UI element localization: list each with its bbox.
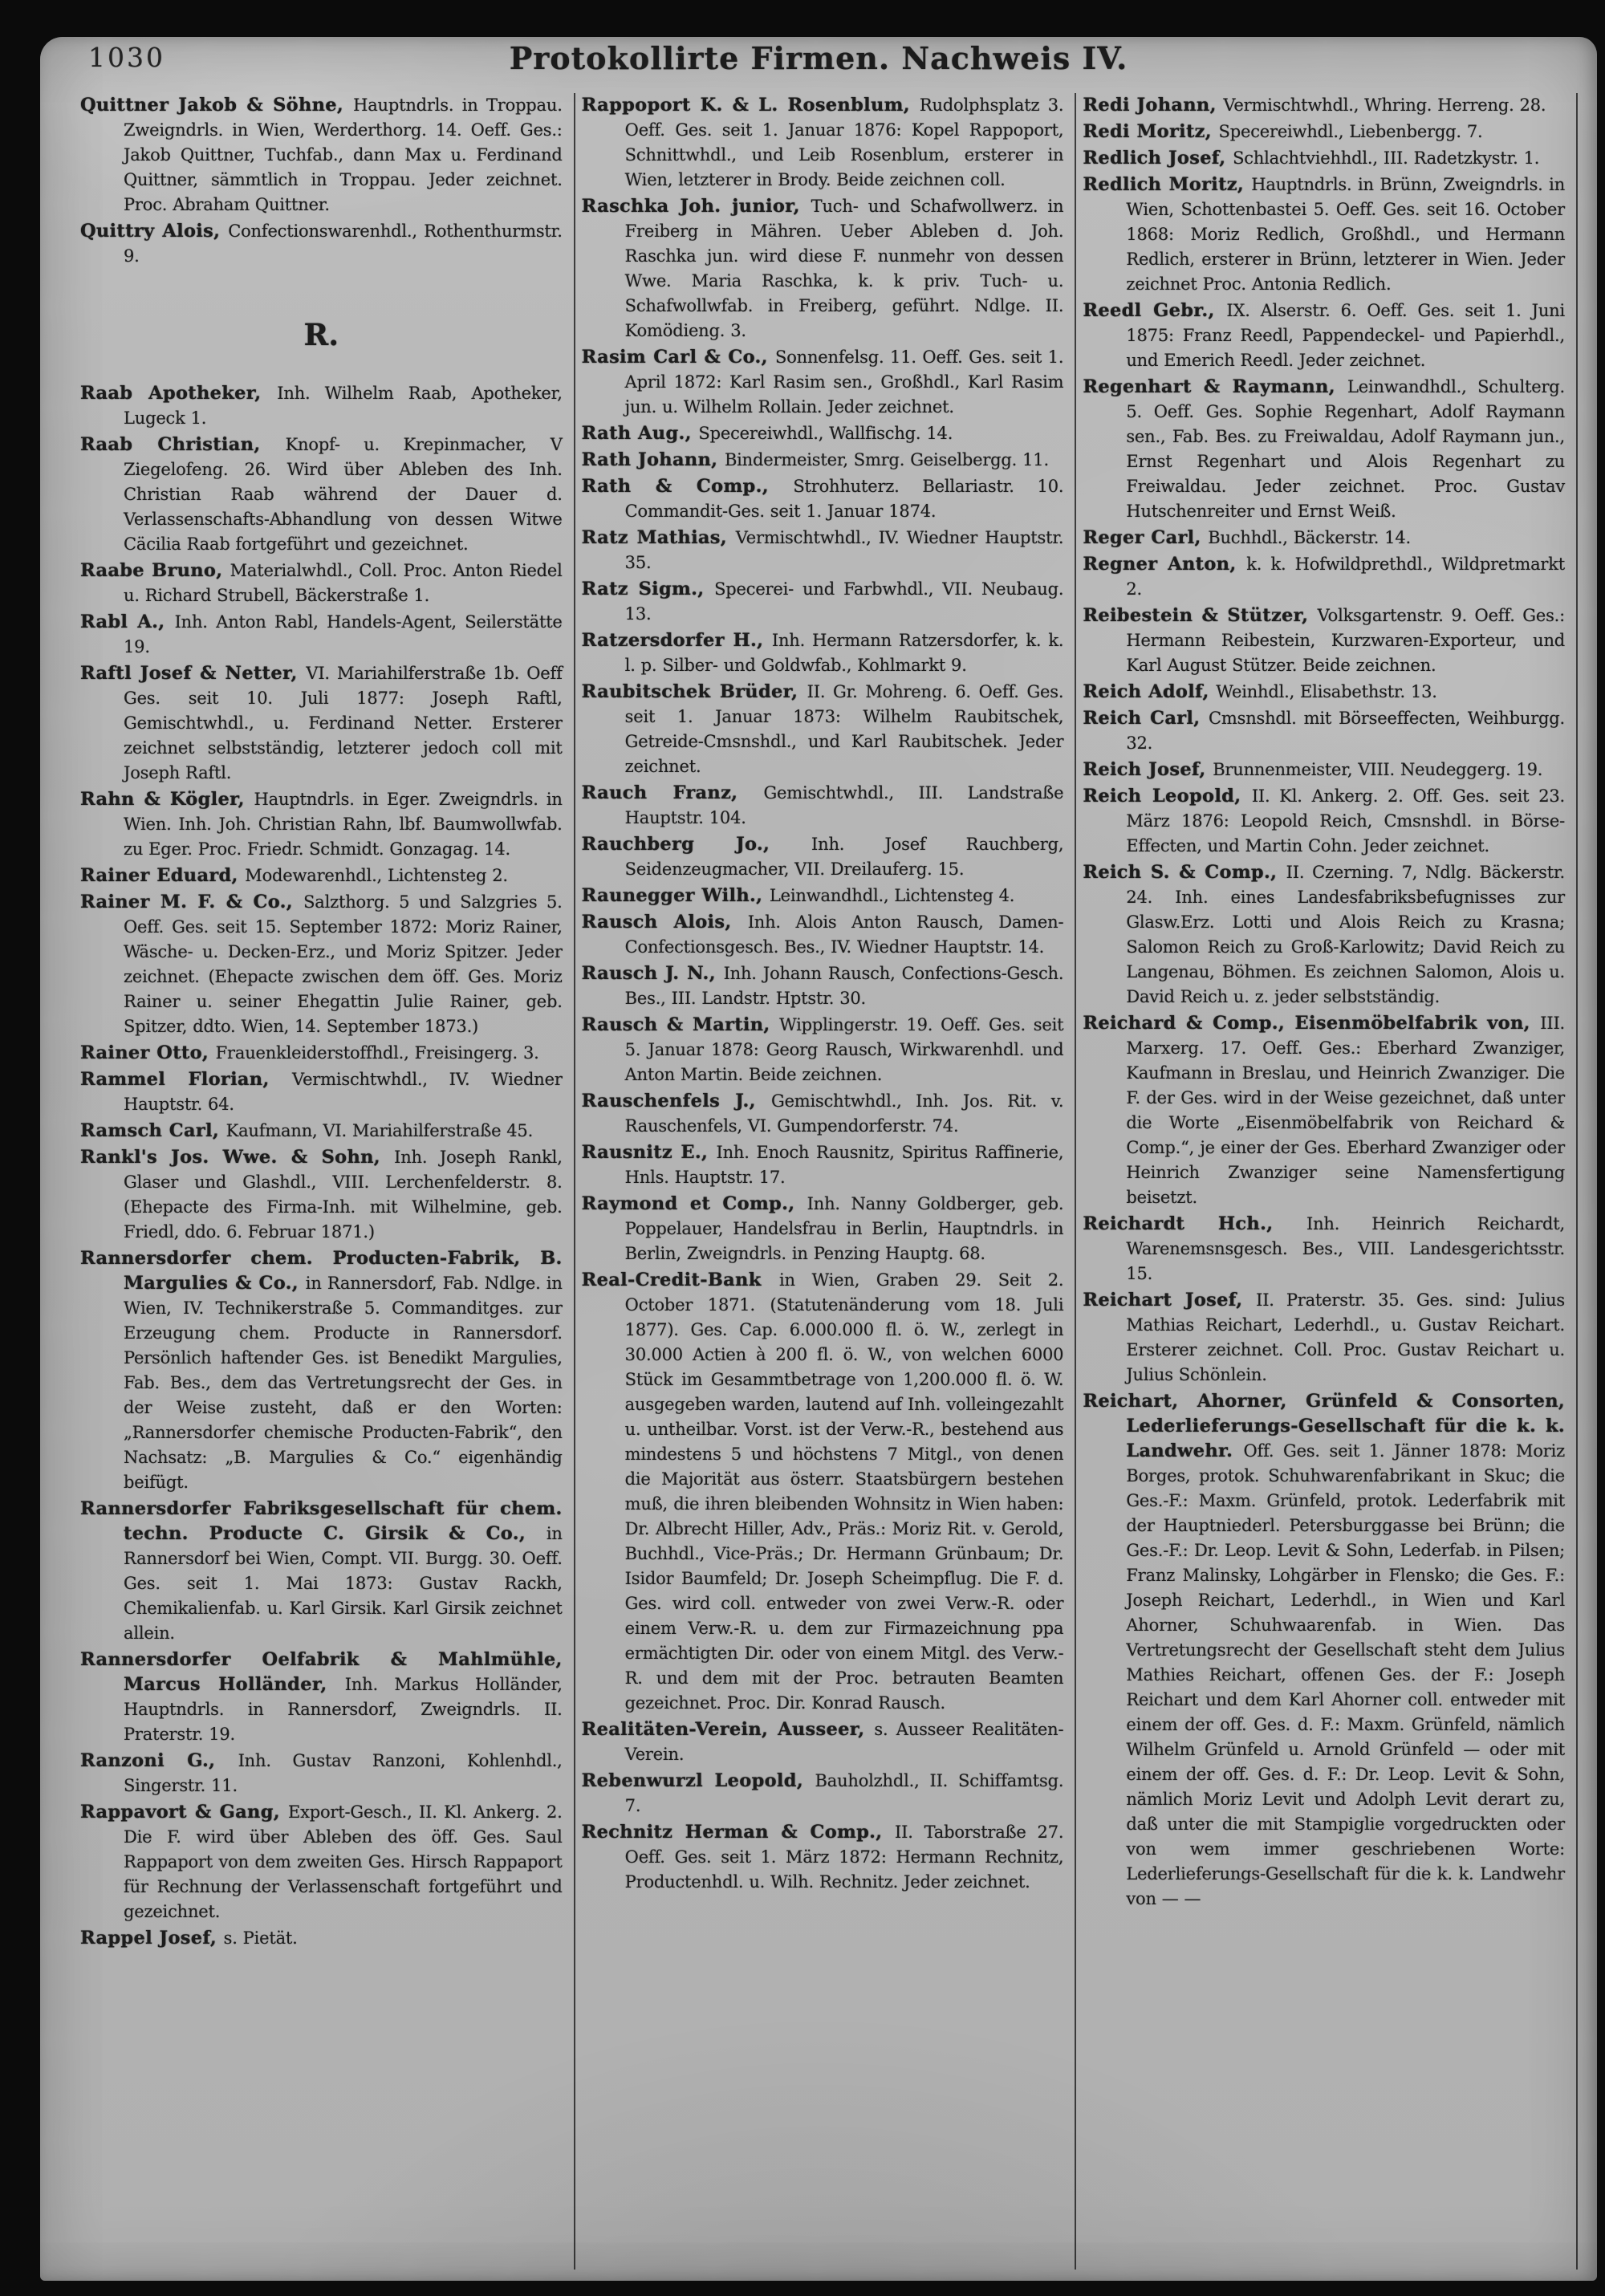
firm-name: Ranzoni G., <box>80 1750 238 1771</box>
entry-text: in Rannersdorf bei Wien, Compt. VII. Burgg. 30. Oeff. Ges. seit 1. Mai 1873: Gustav Rackh, Chemikalienfab. u. Karl Girsik. Karl Girsik zeichnet allein. <box>124 1524 563 1643</box>
directory-entry <box>80 1497 563 1646</box>
firm-name: Redlich Josef, <box>1083 148 1233 169</box>
firm-name: Reichard & Comp., Eisenmöbelfabrik von, <box>1083 1013 1541 1034</box>
directory-entry <box>80 93 563 217</box>
entry-text: Inh. Hermann Ratzersdorfer, k. k. l. p. Silber- und Goldwfab., Kohlmarkt 9. <box>624 631 1064 675</box>
entry-text: Kaufmann, VI. Mariahilferstraße 45. <box>226 1121 534 1140</box>
directory-entry <box>80 381 563 431</box>
entry-text: Rudolphsplatz 3. Oeff. Ges. seit 1. Januar 1876: Kopel Rappoport, Schnittwhdl., und Leib Rosenblum, ersterer in Wien, letzterer in Brody. Beide zeichnen coll. <box>624 95 1064 189</box>
firm-name: Rechnitz Herman & Comp., <box>581 1822 896 1843</box>
firm-name: Rankl's Jos. Wwe. & Sohn, <box>80 1147 395 1168</box>
entry-text: s. Pietät. <box>223 1928 298 1948</box>
firm-name: Rasim Carl & Co., <box>581 347 776 368</box>
firm-name: Rebenwurzl Leopold, <box>581 1770 815 1791</box>
entry-text: s. Ausseer Realitäten-Verein. <box>624 1720 1064 1764</box>
entry-text: Inh. Enoch Rausnitz, Spiritus Raffinerie, Hnls. Hauptstr. 17. <box>624 1143 1064 1187</box>
firm-name: Rauchberg Jo., <box>581 834 812 855</box>
firm-name: Rausch J. N., <box>581 963 724 984</box>
entry-text: Inh. Gustav Ranzoni, Kohlenhdl., Singerstr. 11. <box>124 1751 563 1795</box>
firm-name: Ratz Sigm., <box>581 579 715 599</box>
directory-entry <box>80 1246 563 1495</box>
firm-name: Reich Josef, <box>1083 759 1213 780</box>
directory-entry <box>582 93 1064 193</box>
firm-name: Rausnitz E., <box>581 1142 717 1163</box>
firm-name: Reibestein & Stützer, <box>1083 605 1318 626</box>
entry-text: Strohhuterz. Bellariastr. 10. Commandit-Ges. seit 1. Januar 1874. <box>624 477 1064 521</box>
firm-name: Real-Credit-Bank <box>581 1270 780 1290</box>
directory-entry <box>80 864 563 888</box>
directory-entry <box>1083 526 1565 551</box>
firm-name: Rainer Eduard, <box>80 865 246 886</box>
directory-entry <box>1083 120 1565 144</box>
firm-name: Redi Moritz, <box>1083 121 1219 142</box>
firm-name: Raftl Josef & Netter, <box>80 663 307 684</box>
firm-name: Ratzersdorfer H., <box>581 630 772 651</box>
firm-name: Rausch & Martin, <box>581 1014 780 1035</box>
column-1 <box>74 93 575 2270</box>
firm-name: Reichart Josef, <box>1083 1290 1257 1311</box>
firm-name: Rappoport K. & L. Rosenblum, <box>581 95 920 116</box>
directory-entry <box>582 1089 1064 1139</box>
entry-text: Inh. Josef Rauchberg, Seidenzeugmacher, VII. Dreilauferg. 15. <box>624 835 1064 879</box>
directory-entry <box>582 1268 1064 1716</box>
directory-entry <box>582 1717 1064 1767</box>
paper <box>40 37 1597 2281</box>
entry-text: Frauenkleiderstoffhdl., Freisingerg. 3. <box>215 1043 539 1063</box>
directory-entry <box>582 910 1064 960</box>
entry-text: Inh. Wilhelm Raab, Apotheker, Lugeck 1. <box>124 384 563 428</box>
firm-name: Realitäten-Verein, Ausseer, <box>581 1719 875 1740</box>
firm-name: Reich Leopold, <box>1083 786 1252 807</box>
directory-entry <box>582 526 1064 575</box>
directory-entry <box>80 1119 563 1144</box>
directory-entry <box>80 890 563 1039</box>
firm-name: Rauschenfels J., <box>581 1091 771 1111</box>
directory-entry <box>80 1800 563 1924</box>
firm-name: Rappavort & Gang, <box>80 1802 288 1823</box>
directory-entry <box>80 610 563 660</box>
directory-entry <box>80 559 563 608</box>
directory-entry <box>1083 552 1565 602</box>
entry-text: Weinhdl., Elisabethstr. 13. <box>1216 682 1437 701</box>
directory-entry <box>80 1067 563 1117</box>
column-2 <box>575 93 1077 2270</box>
firm-name: Rannersdorfer chem. Producten-Fabrik, B. Margulies & Co., <box>80 1248 563 1294</box>
entry-text: Gemischtwhdl., Inh. Jos. Rit. v. Rauschenfels, VI. Gumpendorferstr. 74. <box>624 1091 1064 1136</box>
firm-name: Reedl Gebr., <box>1083 300 1227 321</box>
entry-text: III. Marxerg. 17. Oeff. Ges.: Eberhard Zwanziger, Kaufmann in Breslau, und Heinrich Zwanziger. Die F. der Ges. wird in der Weise gezeichnet, daß unter die Worte „Eisenmöbelfabrik von Reichard & Comp.“, je einer der Ges. Eberhard Zwanziger oder Heinrich Zwanziger seine Namensfertigung beisetzt. <box>1126 1014 1566 1207</box>
directory-entry <box>1083 173 1565 297</box>
entry-text: in Rannersdorf, Fab. Ndlge. in Wien, IV. Technikerstraße 5. Commanditges. zur Erzeugung chem. Producte in Rannersdorf. Persönlich haftender Ges. ist Benedikt Margulies, Fab. Bes., dem das Vertretungsrecht der Ges. in der Weise zusteht, daß er den Worten: „Rannersdorfer chemische Producten-Fabrik“, den Nachsatz: „B. Margulies & Co.“ eigenhändig beifügt. <box>124 1274 563 1492</box>
directory-entry <box>582 1769 1064 1819</box>
firm-name: Raubitschek Brüder, <box>581 681 807 702</box>
entry-text: Schlachtviehhdl., III. Radetzkystr. 1. <box>1233 148 1540 168</box>
entry-text: Knopf- u. Krepinmacher, V Ziegelofeng. 26. Wird über Ableben des Inh. Christian Raab während der Dauer d. Verlassenschafts-Abhandlung von dessen Witwe Cäcilia Raab fortgeführt und gezeichnet. <box>124 435 563 554</box>
entry-text: Specerei- und Farbwhdl., VII. Neubaug. 13. <box>624 579 1064 624</box>
entry-text: II. Czerning. 7, Ndlg. Bäckerstr. 24. Inh. eines Landesfabriksbefugnisses zur Glasw.Erz. Lotti und Alois Reich zu Krasna; Salomon Reich zu Groß-Karlowitz; David Reich zu Langenau, Böhmen. Es zeichnen Salomon, Alois u. David Reich u. z. jeder selbstständig. <box>1126 863 1566 1006</box>
firm-name: Rath Johann, <box>581 449 725 470</box>
directory-entry <box>80 1145 563 1245</box>
directory-entry <box>1083 146 1565 171</box>
firm-name: Raschka Joh. junior, <box>581 196 811 217</box>
firm-name: Rath Aug., <box>581 423 699 444</box>
firm-name: Raab Apotheker, <box>80 383 278 404</box>
entry-text: Tuch- und Schafwollwerz. in Freiberg in Mähren. Ueber Ableben d. Joh. Raschka jun. wird diese F. nunmehr von dessen Wwe. Maria Raschka, k. k priv. Tuch- u. Schafwollwfab. in Freiberg, geführt. Ndlge. II. Komödieng. 3. <box>624 197 1064 340</box>
firm-name: Rammel Florian, <box>80 1069 293 1090</box>
entry-text: Inh. Markus Holländer, Hauptndrls. in Rannersdorf, Zweigndrls. II. Praterstr. 19. <box>124 1675 563 1744</box>
entry-text: Volksgartenstr. 9. Oeff. Ges.: Hermann Reibestein, Kurzwaren-Exporteur, und Karl August Stützer. Beide zeichnen. <box>1126 606 1566 675</box>
entry-text: II. Gr. Mohreng. 6. Oeff. Ges. seit 1. Januar 1873: Wilhelm Raubitschek, Getreide-Cmsnshdl., und Karl Raubitschek. Jeder zeichnet. <box>624 682 1064 776</box>
firm-name: Ratz Mathias, <box>581 527 736 548</box>
entry-text: VI. Mariahilferstraße 1b. Oeff Ges. seit 10. Juli 1877: Joseph Raftl, Gemischtwhdl., u. Ferdinand Netter. Ersterer zeichnet selbstständig, letzterer jedoch coll mit Joseph Raftl. <box>124 664 563 782</box>
entry-text: Specereiwhdl., Liebenbergg. 7. <box>1218 122 1483 141</box>
entry-text: Bauholzhdl., II. Schiffamtsg. 7. <box>624 1771 1064 1815</box>
directory-entry <box>582 345 1064 420</box>
page-number: 1030 <box>88 42 165 73</box>
directory-entry <box>582 832 1064 882</box>
entry-text: Bindermeister, Smrg. Geiselbergg. 11. <box>724 450 1049 469</box>
entry-text: Hauptndrls. in Brünn, Zweigndrls. in Wien, Schottenbastei 5. Oeff. Ges. seit 16. October 1868: Moriz Redlich, Großhdl., und Hermann Redlich, ersterer in Brünn, letzterer in Wien. Jeder zeichnet Proc. Antonia Redlich. <box>1126 175 1566 294</box>
directory-entry <box>1083 1389 1565 1912</box>
directory-entry <box>1083 1011 1565 1210</box>
entry-text: Leinwandhdl., Lichtensteg 4. <box>769 886 1015 905</box>
firm-name: Rannersdorfer Fabriksgesellschaft für chem. techn. Producte C. Girsik & Co., <box>80 1498 563 1544</box>
directory-entry <box>80 661 563 786</box>
entry-text: Inh. Anton Rabl, Handels-Agent, Seilerstätte 19. <box>124 612 563 656</box>
firm-name: Regenhart & Raymann, <box>1083 376 1348 397</box>
directory-entry <box>1083 758 1565 782</box>
directory-entry <box>582 1192 1064 1266</box>
entry-text: Vermischtwhdl., Whring. Herreng. 28. <box>1223 95 1546 115</box>
directory-entry <box>582 421 1064 446</box>
entry-text: Sonnenfelsg. 11. Oeff. Ges. seit 1. April 1872: Karl Rasim sen., Großhdl., Karl Rasim jun. u. Wilhelm Rollain. Jeder zeichnet. <box>624 347 1064 417</box>
firm-name: Reich Adolf, <box>1083 681 1217 702</box>
firm-name: Raymond et Comp., <box>581 1193 807 1214</box>
entry-text: Off. Ges. seit 1. Jänner 1878: Moriz Borges, protok. Schuhwarenfabrikant in Skuc; die Ges.-F.: Maxm. Grünfeld, protok. Lederfabrik mit der Hauptniederl. Petersburggasse bei Brünn; die Ges.-F.: Dr. Leop. Levit & Sohn, Lederfab. in Pilsen; Franz Malinsky, Lohgärber in Flensko; die Ges. F.: Joseph Reichart, Lederhdl., in Wien und Karl Ahorner, Schuhwaarenfab. in Wien. Das Vertretungsrecht der Gesellschaft steht dem Julius Mathies Reichart, offenen Ges. der F.: Joseph Reichart und dem Karl Ahorner coll. entweder mit einem der off. Ges. d. F.: Maxm. Grünfeld, nämlich Wilhelm Grünfeld u. Arnold Grünfeld — oder mit einem der off. Ges. d. F.: Dr. Leop. Levit & Sohn, nämlich Moriz Levit und Adolph Levit derart zu, daß unter die mit Stampiglie vorgedruckten oder von wem immer geschriebenen Worte: Lederlieferungs-Gesellschaft für die k. k. Landwehr von — — <box>1126 1441 1566 1908</box>
directory-entry <box>1083 1212 1565 1286</box>
directory-entry <box>1083 860 1565 1010</box>
directory-entry <box>582 1820 1064 1895</box>
firm-name: Rannersdorfer Oelfabrik & Mahlmühle, Marcus Holländer, <box>80 1649 563 1695</box>
entry-text: Vermischtwhdl., IV. Wiedner Hauptstr. 64. <box>124 1070 563 1114</box>
firm-name: Raunegger Wilh., <box>581 885 770 906</box>
entry-text: Modewarenhdl., Lichtensteg 2. <box>245 866 508 885</box>
entry-text: Gemischtwhdl., III. Landstraße Hauptstr. 104. <box>624 783 1064 827</box>
entry-text: Leinwandhdl., Schulterg. 5. Oeff. Ges. Sophie Regenhart, Adolf Raymann sen., Fab. Bes. zu Freiwaldau, Adolf Raymann jun., Ernst Regenhart und Alois Regenhart zu Freiwaldau. Jeder zeichnet. Proc. Gustav Hutschenreiter und Ernst Weiß. <box>1126 377 1566 521</box>
firm-name: Rauch Franz, <box>581 782 764 803</box>
firm-name: Raab Christian, <box>80 434 286 455</box>
entry-text: in Wien, Graben 29. Seit 2. October 1871. (Statutenänderung vom 18. Juli 1877). Ges. Cap. 6.000.000 fl. ö. W., zerlegt in 30.000 Actien à 200 fl. ö. W., von welchen 6000 Stück im Gesammtbetrage von 1,200.000 fl. ö. W. ausgegeben warden, lautend auf Inh. volleingezahlt u. untheilbar. Vorst. ist der Verw.-R., bestehend aus mindestens 5 und höchstens 7 Mitgl., von denen die Majorität aus österr. Staatsbürgern bestehen muß, die ihren bleibenden Wohnsitz in Wien haben: Dr. Albrecht Hiller, Adv., Präs.: Moriz Rit. v. Gerold, Buchhdl., Vice-Präs.; Dr. Hermann Grünbaum; Dr. Isidor Baumfeld; Dr. Joseph Scheimpflug. Die F. d. Ges. wird coll. entweder von zwei Verw.-R. oder einem Verw.-R. u. dem zur Firmazeichnung ppa ermächtigten Dir. oder von einem Mitgl. des Verw.-R. und dem mit der Proc. betrauten Beamten gezeichnet. Proc. Dir. Konrad Rausch. <box>624 1270 1064 1713</box>
directory-entry <box>582 680 1064 779</box>
directory-entry <box>1083 784 1565 859</box>
entry-text: Brunnenmeister, VIII. Neudeggerg. 19. <box>1213 760 1543 779</box>
entry-text: Vermischtwhdl., IV. Wiedner Hauptstr. 35. <box>624 528 1064 572</box>
entry-text: Inh. Heinrich Reichardt, Warenemsnsgesch. Bes., VIII. Landesgerichtsstr. 15. <box>1126 1214 1566 1283</box>
firm-name: Reichart, Ahorner, Grünfeld & Consorten, Lederlieferungs-Gesellschaft für die k. k. Landwehr. <box>1083 1391 1566 1461</box>
directory-entry <box>1083 603 1565 678</box>
firm-name: Rainer Otto, <box>80 1042 216 1063</box>
directory-entry <box>1083 1288 1565 1388</box>
firm-name: Redi Johann, <box>1083 95 1224 116</box>
entry-text: Hauptndrls. in Eger. Zweigndrls. in Wien. Inh. Joh. Christian Rahn, lbf. Baumwollwfab. zu Eger. Proc. Friedr. Schmidt. Gonzagag. 14. <box>124 790 563 859</box>
directory-entry <box>582 1013 1064 1087</box>
firm-name: Rath & Comp., <box>581 476 794 497</box>
entry-text: Specereiwhdl., Wallfischg. 14. <box>698 424 953 443</box>
entry-text: IX. Alserstr. 6. Oeff. Ges. seit 1. Juni 1875: Franz Reedl, Pappendeckel- und Papierhdl., und Emerich Reedl. Jeder zeichnet. <box>1126 301 1566 370</box>
firm-name: Raabe Bruno, <box>80 560 230 581</box>
entry-text: Inh. Joseph Rankl, Glaser und Glashdl., VIII. Lerchenfelderstr. 8. (Ehepacte des Firma-Inh. mit Wilhelmine, geb. Friedl, ddo. 6. Februar 1871.) <box>124 1148 563 1241</box>
directory-entry <box>80 1041 563 1066</box>
directory-entry <box>582 194 1064 343</box>
entry-text: Salzthorg. 5 und Salzgries 5. Oeff. Ges. seit 15. September 1872: Moriz Rainer, Wäsche- u. Decken-Erz., und Moriz Spitzer. Jeder zeichnet. (Ehepacte zwischen dem öff. Ges. Moriz Rainer u. seiner Ehegattin Julie Rainer, geb. Spitzer, ddto. Wien, 14. September 1873.) <box>124 892 563 1036</box>
directory-columns <box>74 93 1578 2270</box>
firm-name: Reger Carl, <box>1083 527 1209 548</box>
firm-name: Quittry Alois, <box>80 221 229 242</box>
entry-text: Buchhdl., Bäckerstr. 14. <box>1208 528 1412 547</box>
page-title: Protokollirte Firmen. Nachweis IV. <box>509 40 1128 76</box>
directory-entry <box>582 628 1064 678</box>
entry-text: k. k. Hofwildprethdl., Wildpretmarkt 2. <box>1126 555 1566 599</box>
firm-name: Redlich Moritz, <box>1083 174 1252 195</box>
entry-text: Inh. Nanny Goldberger, geb. Poppelauer, Handelsfrau in Berlin, Hauptndrls. in Berlin, Zweigndrls. in Penzing Hauptg. 68. <box>624 1194 1064 1263</box>
section-heading: R. <box>303 317 339 352</box>
firm-name: Rabl A., <box>80 612 175 632</box>
firm-name: Rahn & Kögler, <box>80 789 254 810</box>
directory-entry <box>582 474 1064 524</box>
firm-name: Reich Carl, <box>1083 708 1209 729</box>
directory-entry <box>80 433 563 557</box>
directory-entry <box>80 219 563 269</box>
entry-text: Wipplingerstr. 19. Oeff. Ges. seit 5. Januar 1878: Georg Rausch, Wirkwarenhdl. und Anton Martin. Beide zeichnen. <box>624 1015 1064 1084</box>
directory-entry <box>582 961 1064 1011</box>
firm-name: Quittner Jakob & Söhne, <box>80 95 354 116</box>
firm-name: Rainer M. F. & Co., <box>80 892 304 912</box>
directory-entry <box>1083 680 1565 705</box>
directory-entry <box>582 577 1064 627</box>
entry-text: Cmsnshdl. mit Börseeffecten, Weihburgg. 32. <box>1126 709 1566 753</box>
entry-text: Confectionswarenhdl., Rothenthurmstr. 9. <box>124 221 563 266</box>
firm-name: Reich S. & Comp., <box>1083 862 1286 883</box>
directory-entry <box>80 1926 563 1951</box>
entry-text: II. Kl. Ankerg. 2. Off. Ges. seit 23. März 1876: Leopold Reich, Cmsnshdl. in Börse-Effecten, und Martin Cohn. Jeder zeichnet. <box>1126 786 1566 855</box>
entry-text: Inh. Alois Anton Rausch, Damen-Confectionsgesch. Bes., IV. Wiedner Hauptstr. 14. <box>624 912 1064 957</box>
directory-entry <box>582 884 1064 908</box>
entry-text: II. Praterstr. 35. Ges. sind: Julius Mathias Reichart, Lederhdl., u. Gustav Reichart. Ersterer zeichnet. Coll. Proc. Gustav Reichart u. Julius Schönlein. <box>1126 1290 1566 1384</box>
directory-entry <box>582 1140 1064 1190</box>
directory-entry <box>80 1749 563 1798</box>
entry-text: Hauptndrls. in Troppau. Zweigndrls. in Wien, Werderthorg. 14. Oeff. Ges.: Jakob Quittner, Tuchfab., dann Max u. Ferdinand Quittner, sämmtlich in Troppau. Jeder zeichnet. Proc. Abraham Quittner. <box>124 95 563 214</box>
firm-name: Ramsch Carl, <box>80 1120 226 1141</box>
firm-name: Regner Anton, <box>1083 554 1247 575</box>
firm-name: Rappel Josef, <box>80 1928 224 1949</box>
directory-entry <box>1083 299 1565 373</box>
entry-text: Materialwhdl., Coll. Proc. Anton Riedel u. Richard Strubell, Bäckerstraße 1. <box>124 561 563 605</box>
directory-entry <box>1083 706 1565 756</box>
firm-name: Rausch Alois, <box>581 912 748 933</box>
directory-entry <box>80 787 563 862</box>
directory-entry <box>582 448 1064 473</box>
directory-entry <box>1083 93 1565 118</box>
column-3 <box>1076 93 1578 2270</box>
directory-entry <box>80 1648 563 1747</box>
directory-entry <box>1083 375 1565 524</box>
firm-name: Reichardt Hch., <box>1083 1213 1307 1234</box>
entry-text: II. Taborstraße 27. Oeff. Ges. seit 1. März 1872: Hermann Rechnitz, Productenhdl. u. Wilh. Rechnitz. Jeder zeichnet. <box>624 1823 1064 1892</box>
entry-text: Inh. Johann Rausch, Confections-Gesch. Bes., III. Landstr. Hptstr. 30. <box>624 964 1064 1008</box>
directory-entry <box>582 781 1064 831</box>
entry-text: Export-Gesch., II. Kl. Ankerg. 2. Die F. wird über Ableben des öff. Ges. Saul Rappaport von dem zweiten Ges. Hirsch Rappaport für Rechnung der Verlassenschaft fortgeführt und gezeichnet. <box>124 1802 563 1921</box>
